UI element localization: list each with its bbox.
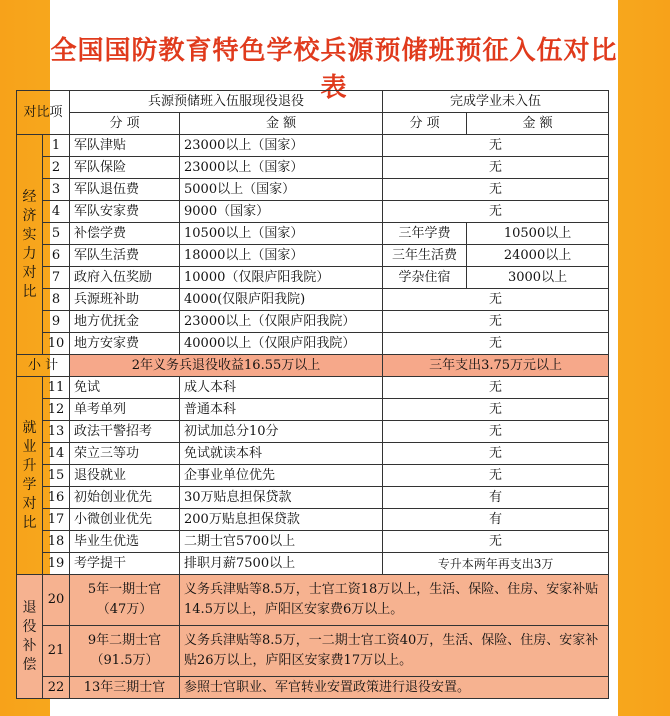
subtotal-row bbox=[17, 355, 609, 377]
row-amount: 初试加总分10分 bbox=[180, 421, 383, 443]
header-compare: 对比项 bbox=[17, 91, 70, 135]
row-item: 退役就业 bbox=[70, 465, 180, 487]
row-item: 补偿学费 bbox=[70, 223, 180, 245]
comparison-table bbox=[16, 90, 609, 699]
row-number: 18 bbox=[43, 531, 70, 553]
row-number: 6 bbox=[43, 245, 70, 267]
table-row bbox=[17, 553, 609, 575]
row-b-item: 三年学费 bbox=[383, 223, 467, 245]
table-row bbox=[17, 201, 609, 223]
table-row bbox=[17, 179, 609, 201]
row-amount: 10000（仅限庐阳我院） bbox=[180, 267, 383, 289]
row-amount: 200万贴息担保贷款 bbox=[180, 509, 383, 531]
row-description: 参照士官职业、军官转业安置政策进行退役安置。 bbox=[180, 677, 609, 699]
row-item: 政法干警招考 bbox=[70, 421, 180, 443]
row-b-value: 无 bbox=[383, 157, 609, 179]
table-row bbox=[17, 289, 609, 311]
row-number: 7 bbox=[43, 267, 70, 289]
table-row bbox=[17, 421, 609, 443]
row-item: 军队保险 bbox=[70, 157, 180, 179]
table-row bbox=[17, 223, 609, 245]
section-label-employment: 就业升学对比 bbox=[17, 377, 43, 575]
subtotal-label: 小 计 bbox=[17, 355, 70, 377]
row-item: 考学提干 bbox=[70, 553, 180, 575]
row-amount: 30万贴息担保贷款 bbox=[180, 487, 383, 509]
row-amount: 5000以上（国家） bbox=[180, 179, 383, 201]
row-amount: 23000以上（国家） bbox=[180, 157, 383, 179]
table-row bbox=[17, 626, 609, 677]
table-row bbox=[17, 333, 609, 355]
row-amount: 企事业单位优先 bbox=[180, 465, 383, 487]
row-b-amount: 10500以上 bbox=[467, 223, 609, 245]
row-amount: 二期士官5700以上 bbox=[180, 531, 383, 553]
row-description: 义务兵津贴等8.5万，士官工资18万以上，生活、保险、住房、安家补贴14.5万以上，庐阳区安家费6万以上。 bbox=[180, 575, 609, 626]
row-b-value: 有 bbox=[383, 509, 609, 531]
row-item: 13年三期士官 bbox=[70, 677, 180, 699]
row-number: 3 bbox=[43, 179, 70, 201]
table-row bbox=[17, 267, 609, 289]
row-b-value: 无 bbox=[383, 399, 609, 421]
row-item: 小微创业优先 bbox=[70, 509, 180, 531]
row-b-value: 无 bbox=[383, 311, 609, 333]
table-row bbox=[17, 377, 609, 399]
row-number: 21 bbox=[43, 626, 70, 677]
header-group-a: 兵源预储班入伍服现役退役 bbox=[70, 91, 383, 113]
header-amount-b: 金 额 bbox=[467, 113, 609, 135]
row-item: 军队退伍费 bbox=[70, 179, 180, 201]
table-row bbox=[17, 531, 609, 553]
row-amount: 普通本科 bbox=[180, 399, 383, 421]
row-number: 16 bbox=[43, 487, 70, 509]
subtotal-a: 2年义务兵退役收益16.55万以上 bbox=[70, 355, 383, 377]
section-label-compensation: 退役补偿 bbox=[17, 575, 43, 699]
row-number: 22 bbox=[43, 677, 70, 699]
table-row bbox=[17, 311, 609, 333]
row-b-value: 无 bbox=[383, 465, 609, 487]
row-number: 9 bbox=[43, 311, 70, 333]
row-item: 军队津贴 bbox=[70, 135, 180, 157]
row-number: 17 bbox=[43, 509, 70, 531]
row-amount: 23000以上（国家） bbox=[180, 135, 383, 157]
row-number: 10 bbox=[43, 333, 70, 355]
row-amount: 18000以上（国家） bbox=[180, 245, 383, 267]
row-item: 9年二期士官（91.5万） bbox=[70, 626, 180, 677]
row-number: 11 bbox=[43, 377, 70, 399]
row-item: 军队安家费 bbox=[70, 201, 180, 223]
row-item: 单考单列 bbox=[70, 399, 180, 421]
row-b-value: 无 bbox=[383, 377, 609, 399]
row-b-value: 有 bbox=[383, 487, 609, 509]
header-group-b: 完成学业未入伍 bbox=[383, 91, 609, 113]
section-label-economy: 经济实力对比 bbox=[17, 135, 43, 355]
row-b-item: 三年生活费 bbox=[383, 245, 467, 267]
row-b-value: 专升本两年再支出3万 bbox=[383, 553, 609, 575]
table-row bbox=[17, 465, 609, 487]
row-item: 免试 bbox=[70, 377, 180, 399]
row-b-value: 无 bbox=[383, 421, 609, 443]
row-b-value: 无 bbox=[383, 201, 609, 223]
row-number: 1 bbox=[43, 135, 70, 157]
row-b-amount: 24000以上 bbox=[467, 245, 609, 267]
row-amount: 成人本科 bbox=[180, 377, 383, 399]
row-item: 荣立三等功 bbox=[70, 443, 180, 465]
table-row bbox=[17, 487, 609, 509]
row-b-value: 无 bbox=[383, 135, 609, 157]
row-amount: 9000（国家） bbox=[180, 201, 383, 223]
row-item: 军队生活费 bbox=[70, 245, 180, 267]
table-row bbox=[17, 575, 609, 626]
row-item: 政府入伍奖励 bbox=[70, 267, 180, 289]
row-number: 20 bbox=[43, 575, 70, 626]
row-amount: 4000(仅限庐阳我院) bbox=[180, 289, 383, 311]
table-row bbox=[17, 677, 609, 699]
row-number: 12 bbox=[43, 399, 70, 421]
row-number: 14 bbox=[43, 443, 70, 465]
row-b-value: 无 bbox=[383, 443, 609, 465]
row-number: 15 bbox=[43, 465, 70, 487]
row-number: 19 bbox=[43, 553, 70, 575]
table-row bbox=[17, 245, 609, 267]
row-item: 兵源班补助 bbox=[70, 289, 180, 311]
row-number: 2 bbox=[43, 157, 70, 179]
table-row bbox=[17, 443, 609, 465]
row-amount: 23000以上（仅限庐阳我院） bbox=[180, 311, 383, 333]
row-b-item: 学杂住宿 bbox=[383, 267, 467, 289]
row-item: 毕业生优选 bbox=[70, 531, 180, 553]
row-number: 13 bbox=[43, 421, 70, 443]
row-number: 8 bbox=[43, 289, 70, 311]
table-row bbox=[17, 399, 609, 421]
row-amount: 10500以上（国家） bbox=[180, 223, 383, 245]
row-b-amount: 3000以上 bbox=[467, 267, 609, 289]
header-amount: 金 额 bbox=[180, 113, 383, 135]
row-item: 地方安家费 bbox=[70, 333, 180, 355]
row-item: 初始创业优先 bbox=[70, 487, 180, 509]
row-number: 4 bbox=[43, 201, 70, 223]
row-b-value: 无 bbox=[383, 531, 609, 553]
row-item: 5年一期士官（47万） bbox=[70, 575, 180, 626]
row-b-value: 无 bbox=[383, 333, 609, 355]
row-b-value: 无 bbox=[383, 179, 609, 201]
row-amount: 40000以上（仅限庐阳我院） bbox=[180, 333, 383, 355]
header-item: 分 项 bbox=[70, 113, 180, 135]
header-item-b: 分 项 bbox=[383, 113, 467, 135]
row-b-value: 无 bbox=[383, 289, 609, 311]
table-row bbox=[17, 157, 609, 179]
row-item: 地方优抚金 bbox=[70, 311, 180, 333]
row-amount: 排职月薪7500以上 bbox=[180, 553, 383, 575]
page-title: 全国国防教育特色学校兵源预储班预征入伍对比表 bbox=[50, 36, 618, 103]
row-description: 义务兵津贴等8.5万，一二期士官工资40万，生活、保险、住房、安家补贴26万以上，庐阳区安家费17万以上。 bbox=[180, 626, 609, 677]
row-amount: 免试就读本科 bbox=[180, 443, 383, 465]
table-row bbox=[17, 509, 609, 531]
table-row bbox=[17, 135, 609, 157]
row-number: 5 bbox=[43, 223, 70, 245]
subtotal-b: 三年支出3.75万元以上 bbox=[383, 355, 609, 377]
